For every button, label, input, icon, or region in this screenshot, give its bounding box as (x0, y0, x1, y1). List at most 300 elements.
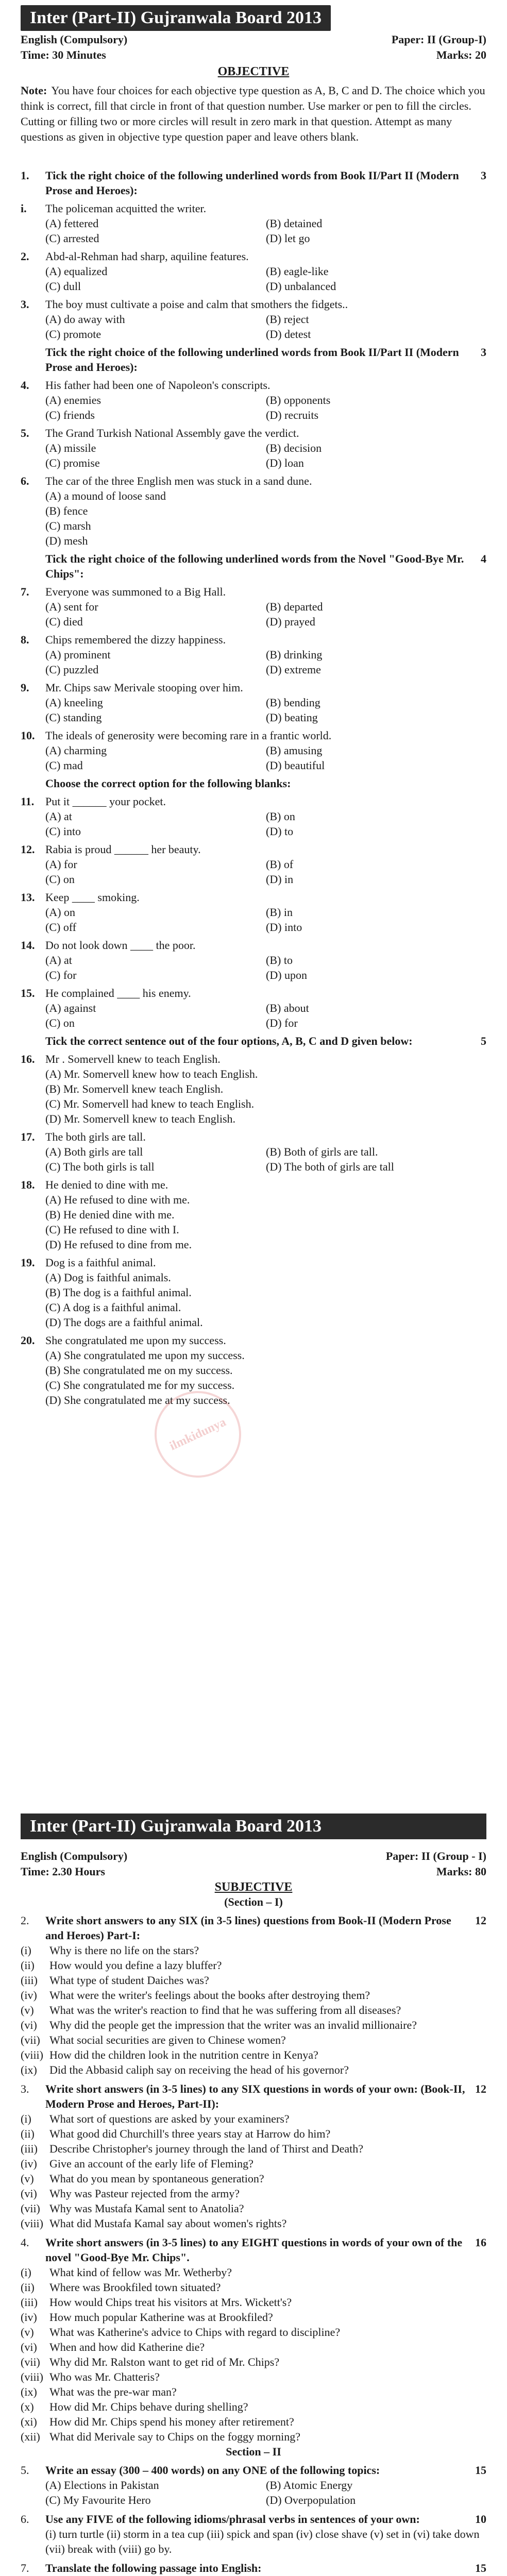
question-row (21, 1129, 486, 1144)
answer-option: (C) mad (45, 759, 83, 772)
question-text-body: The ideals of generosity were becoming rare in a frantic world. (45, 729, 332, 742)
question-row (21, 632, 486, 647)
question-text: Translate the following passage into English: (45, 2562, 262, 2574)
question-number (21, 551, 45, 581)
sub-question-number: (xii) (21, 2430, 40, 2443)
idioms-list: (i) turn turtle (ii) storm in a tea cup (iii) spick and span (iv) close shave (v) set in (vi) take down (vii) break with (viii) go by. (45, 2528, 480, 2555)
question-number: 19. (21, 1256, 35, 1269)
answer-options (21, 743, 486, 773)
answer-option: (B) Both of girls are tall. (266, 1145, 378, 1158)
answer-option: (A) charming (45, 744, 107, 757)
question-text-body: Tick the right choice of the following underlined words from Book II/Part II (Modern Prose and Heroes): (45, 346, 459, 374)
answer-option: (D) let go (266, 232, 310, 245)
answer-option: (B) on (266, 810, 295, 823)
question-text-body: The both girls are tall. (45, 1130, 146, 1143)
question-number: 17. (21, 1130, 35, 1143)
answer-option: (A) enemies (45, 394, 102, 406)
sub-question (21, 2032, 486, 2047)
question-marks: 3 (481, 346, 486, 359)
question-text (45, 1129, 486, 1144)
sub-question (21, 2126, 486, 2141)
question-row (21, 938, 486, 953)
question-number (21, 776, 45, 791)
answer-option: (A) Mr. Somervell knew how to teach English. (45, 1067, 258, 1080)
time-label-2: Time: 2.30 Hours (21, 1865, 105, 1878)
sub-question (21, 2414, 486, 2429)
answer-option: (D) into (266, 921, 302, 934)
question-text-body: Keep ____ smoking. (45, 891, 140, 904)
note-label: Note: (21, 84, 47, 97)
objective-questions (21, 165, 486, 1408)
question-text: Write short answers (in 3-5 lines) to any EIGHT questions in words of your own of the novel "Good-Bye Mr. Chips". (45, 2236, 463, 2264)
subjective-questions (21, 1913, 486, 2576)
question-text (45, 728, 486, 743)
question-text-body: The boy must cultivate a poise and calm that smothers the fidgets.. (45, 298, 348, 311)
question-text (45, 890, 486, 905)
sub-question-text: What social securities are given to Chinese women? (49, 2033, 286, 2046)
sub-question-number: (iii) (21, 2142, 38, 2155)
sub-question (21, 2340, 486, 2354)
question-text (45, 551, 471, 581)
question-text-body: Everyone was summoned to a Big Hall. (45, 585, 226, 598)
answer-options (21, 695, 486, 725)
sub-question-number: (v) (21, 2172, 34, 2185)
sub-question-text: How would you define a lazy bluffer? (49, 1959, 222, 1972)
answer-option: (C) Mr. Somervell had knew to teach English. (45, 1097, 255, 1110)
essay-topic: (A) Elections in Pakistan (45, 2479, 159, 2492)
subjective-question (21, 2235, 486, 2265)
question-text: Write short answers (in 3-5 lines) to any SIX questions in words of your own: (Book-II, Modern Prose and Heroes, Part-II): (45, 2082, 465, 2110)
sub-question-number: (i) (21, 1944, 31, 1957)
sub-question-number: (iv) (21, 1989, 37, 2002)
section-2-label: Section – II (226, 2445, 281, 2458)
answer-option: (B) detained (266, 217, 323, 230)
subjective-question (21, 2512, 486, 2527)
question-text-body: The Grand Turkish National Assembly gave the verdict. (45, 427, 299, 439)
sub-question-number: (i) (21, 2112, 31, 2125)
question-row (21, 776, 486, 791)
answer-option: (B) to (266, 954, 293, 967)
sub-question-text: What kind of fellow was Mr. Wetherby? (49, 2266, 232, 2279)
answer-option: (A) Both girls are tall (45, 1145, 143, 1158)
sub-question-text: What good did Churchill's three years stay at Harrow do him? (49, 2127, 331, 2140)
answer-option: (D) prayed (266, 615, 315, 628)
answer-option: (A) against (45, 1002, 96, 1014)
question-number: 5. (21, 2464, 29, 2477)
question-row (21, 473, 486, 488)
answer-option: (B) in (266, 906, 293, 919)
answer-option: (C) promise (45, 456, 100, 469)
answer-option: (B) The dog is a faithful animal. (45, 1286, 192, 1299)
answer-option: (A) sent for (45, 600, 98, 613)
sub-question-text: What type of student Daiches was? (49, 1974, 209, 1987)
sub-question (21, 2429, 486, 2444)
answer-options (21, 216, 486, 246)
question-text-body: Dog is a faithful animal. (45, 1256, 156, 1269)
sub-question-text: Who was Mr. Chatteris? (49, 2370, 160, 2383)
sub-question-text: Why did the people get the impression that the writer was an invalid millionaire? (49, 2019, 417, 2031)
sub-question (21, 2295, 486, 2310)
question-text (45, 938, 486, 953)
question-number: 6. (21, 2513, 29, 2526)
question-text-body: Mr. Chips saw Merivale stooping over him. (45, 681, 243, 694)
question-row (21, 201, 486, 216)
question-text (45, 345, 471, 375)
question-number: 3. (21, 298, 29, 311)
question-text-body: Chips remembered the dizzy happiness. (45, 633, 226, 646)
question-text (45, 1033, 471, 1048)
question-text (45, 632, 486, 647)
answer-option: (A) missile (45, 442, 96, 454)
question-marks: 16 (475, 2236, 486, 2249)
question-text-body: Tick the right choice of the following underlined words from the Novel "Good-Bye Mr. Chips": (45, 552, 464, 580)
answer-option: (A) equalized (45, 265, 108, 278)
paper2-header-row-2 (21, 1865, 486, 1878)
question-text: Use any FIVE of the following idioms/phrasal verbs in sentences of your own: (45, 2513, 420, 2526)
sub-question-text: Where was Brookfiled town situated? (49, 2281, 221, 2294)
sub-question-number: (iii) (21, 2296, 38, 2309)
question-text (45, 842, 486, 857)
paper-banner-2: Inter (Part-II) Gujranwala Board 2013 (21, 1814, 486, 1839)
answer-options (21, 264, 486, 294)
question-number: 16. (21, 1053, 35, 1065)
answer-option: (B) He denied dine with me. (45, 1208, 175, 1221)
question-text (45, 776, 486, 791)
answer-options (21, 1348, 486, 1408)
question-number: 3. (21, 2082, 29, 2095)
answer-option: (C) on (45, 873, 75, 886)
question-row (21, 345, 486, 375)
sub-question-text: How did the children look in the nutrition centre in Kenya? (49, 2048, 318, 2061)
answer-option: (D) upon (266, 969, 308, 981)
sub-question-text: What did Mustafa Kamal say about women's rights? (49, 2217, 287, 2230)
sub-question (21, 2265, 486, 2280)
question-text: Write an essay (300 – 400 words) on any ONE of the following topics: (45, 2464, 380, 2477)
sub-question (21, 2201, 486, 2216)
question-row (21, 1052, 486, 1066)
essay-topics (21, 2478, 486, 2493)
question-number: 1. (21, 169, 29, 182)
answer-option: (B) opponents (266, 394, 331, 406)
sub-question-number: (x) (21, 2400, 34, 2413)
question-row (21, 584, 486, 599)
answer-option: (C) A dog is a faithful animal. (45, 1301, 181, 1314)
paper-label: Paper: II (Group-I) (391, 33, 486, 46)
sub-question-text: How did Mr. Chips behave during shelling? (49, 2400, 248, 2413)
sub-question-number: (vi) (21, 2019, 37, 2031)
sub-question (21, 1988, 486, 2003)
sub-question (21, 2369, 486, 2384)
answer-option: (B) about (266, 1002, 309, 1014)
question-marks: 12 (475, 1914, 486, 1927)
question-row (21, 1033, 486, 1048)
sub-question (21, 2186, 486, 2201)
question-number: 9. (21, 681, 29, 694)
question-text: Write short answers to any SIX (in 3-5 lines) questions from Book-II (Modern Prose and Heroes) Part-I: (45, 1914, 451, 1942)
question-text-body: Tick the right choice of the following underlined words from Book II/Part II (Modern Prose and Heroes): (45, 169, 459, 197)
question-number: 8. (21, 633, 29, 646)
question-row (21, 1177, 486, 1192)
answer-option: (D) She congratulated me at my success. (45, 1394, 230, 1406)
answer-options (21, 1066, 486, 1126)
sub-question-text: What did Merivale say to Chips on the foggy morning? (49, 2430, 300, 2443)
section-title: OBJECTIVE (217, 65, 290, 78)
instructions-note (21, 83, 486, 145)
paper-banner: Inter (Part-II) Gujranwala Board 2013 (21, 5, 331, 31)
answer-option: (D) mesh (45, 534, 88, 547)
sub-question-text: What was the writer's reaction to find that he was suffering from all diseases? (49, 2004, 401, 2016)
sub-question-text: How much popular Katherine was at Brookfiled? (49, 2311, 273, 2324)
question-marks: 4 (481, 552, 486, 565)
sub-question-number: (v) (21, 2326, 34, 2338)
sub-question-number: (vii) (21, 2202, 40, 2215)
subject-label: English (Compulsory) (21, 33, 128, 46)
question-number: 20. (21, 1334, 35, 1347)
note-text: You have four choices for each objective type question as A, B, C and D. The choice which you think is correct, fill that circle in front of that question number. Use marker or pen to fill the circles. Cutting or filling two or more circles will result in zero mark in that question. Attempt as many questions as given in objective type question paper and leave others blank. (21, 84, 485, 143)
sub-question-number: (ii) (21, 2127, 35, 2140)
answer-option: (D) The dogs are a faithful animal. (45, 1316, 203, 1329)
question-text-body: She congratulated me upon my success. (45, 1334, 226, 1347)
sub-question (21, 2062, 486, 2077)
watermark-stamp: ilmkidunya (140, 1377, 255, 1492)
question-text (45, 426, 486, 440)
question-number: 11. (21, 795, 35, 808)
question-number: 4. (21, 2236, 29, 2249)
question-text-body: Choose the correct option for the following blanks: (45, 777, 291, 790)
answer-option: (D) He refused to dine from me. (45, 1238, 192, 1251)
sub-question (21, 2018, 486, 2032)
answer-option: (D) recruits (266, 409, 319, 421)
answer-option: (A) Dog is faithful animals. (45, 1271, 171, 1284)
question-number: 10. (21, 729, 35, 742)
sub-question-text: Give an account of the early life of Fleming? (49, 2157, 254, 2170)
essay-topic: (D) Overpopulation (266, 2494, 356, 2506)
question-text-body: The policeman acquitted the writer. (45, 202, 207, 215)
answer-option: (D) in (266, 873, 294, 886)
question-text (45, 584, 486, 599)
question-text-body: Rabia is proud ______ her beauty. (45, 843, 201, 856)
answer-option: (B) bending (266, 696, 320, 709)
answer-option: (D) The both of girls are tall (266, 1160, 394, 1173)
question-row (21, 168, 486, 198)
subjective-section (21, 1848, 486, 2576)
sub-question-text: Describe Christopher's journey through the land of Thirst and Death? (49, 2142, 364, 2155)
sub-question (21, 2003, 486, 2018)
sub-question-number: (ix) (21, 2385, 37, 2398)
sub-question (21, 2216, 486, 2231)
question-number: 12. (21, 843, 35, 856)
answer-option: (C) on (45, 1016, 75, 1029)
answer-options (21, 647, 486, 677)
paper2-header-row-1 (21, 1850, 486, 1863)
sub-question-number: (iii) (21, 1974, 38, 1987)
answer-option: (C) into (45, 825, 81, 838)
sub-question-number: (viii) (21, 2217, 43, 2230)
sub-question (21, 2310, 486, 2325)
answer-option: (C) standing (45, 711, 102, 724)
answer-option: (D) unbalanced (266, 280, 336, 293)
answer-option: (C) friends (45, 409, 95, 421)
question-text-body: His father had been one of Napoleon's conscripts. (45, 379, 271, 392)
answer-options (21, 809, 486, 839)
question-text-body: Mr . Somervell knew to teach English. (45, 1053, 221, 1065)
essay-topic: (C) My Favourite Hero (45, 2494, 151, 2506)
question-number (21, 345, 45, 375)
subjective-question (21, 2561, 486, 2575)
sub-question (21, 1958, 486, 1973)
sub-question (21, 2141, 486, 2156)
question-row (21, 1255, 486, 1270)
question-text (45, 986, 486, 1001)
question-text (45, 249, 486, 264)
answer-options (21, 1192, 486, 1252)
question-text (45, 201, 486, 216)
answer-option: (A) at (45, 954, 72, 967)
answer-option: (B) drinking (266, 648, 323, 661)
question-text (45, 794, 486, 809)
answer-options (21, 1144, 486, 1174)
sub-question-number: (vi) (21, 2187, 37, 2200)
sub-question-text: What was Katherine's advice to Chips with regard to discipline? (49, 2326, 341, 2338)
sub-question-number: (viii) (21, 2048, 43, 2061)
answer-option: (B) eagle-like (266, 265, 329, 278)
answer-option: (C) promote (45, 328, 102, 341)
question-marks: 15 (475, 2562, 486, 2574)
question-text (45, 297, 486, 312)
question-number: 5. (21, 427, 29, 439)
subjective-question (21, 1913, 486, 1943)
question-number: 6. (21, 474, 29, 487)
sub-question-text: How would Chips treat his visitors at Mrs. Wickett's? (49, 2296, 292, 2309)
sub-question (21, 2280, 486, 2295)
answer-options (21, 440, 486, 470)
answer-option: (B) She congratulated me on my success. (45, 1364, 233, 1377)
sub-question-text: Did the Abbasid caliph say on receiving the head of his governor? (49, 2063, 349, 2076)
answer-option: (C) dull (45, 280, 81, 293)
answer-option: (A) prominent (45, 648, 111, 661)
answer-options (21, 905, 486, 935)
paper-header-row-1 (21, 33, 486, 46)
paper-label-2: Paper: II (Group - I) (385, 1850, 486, 1862)
question-row (21, 551, 486, 581)
essay-topics (21, 2493, 486, 2507)
sub-question-number: (vi) (21, 2341, 37, 2353)
sub-question (21, 2384, 486, 2399)
sub-question (21, 2399, 486, 2414)
answer-option: (D) beating (266, 711, 318, 724)
question-text-body: He denied to dine with me. (45, 1178, 168, 1191)
question-text-body: The car of the three English men was stuck in a sand dune. (45, 474, 312, 487)
marks-label: Marks: 20 (436, 48, 486, 61)
answer-option: (A) at (45, 810, 72, 823)
question-text-body: Do not look down ____ the poor. (45, 939, 196, 952)
answer-option: (C) marsh (45, 519, 91, 532)
answer-options (21, 1270, 486, 1330)
question-row (21, 890, 486, 905)
answer-option: (A) He refused to dine with me. (45, 1193, 190, 1206)
question-marks: 10 (475, 2513, 486, 2526)
answer-option: (A) for (45, 858, 77, 871)
answer-option: (B) fence (45, 504, 88, 517)
question-number: 14. (21, 939, 35, 952)
question-text-body: Tick the correct sentence out of the four options, A, B, C and D given below: (45, 1035, 413, 1047)
question-number: 7. (21, 585, 29, 598)
sub-question (21, 2325, 486, 2340)
question-number (21, 1033, 45, 1048)
question-number: 13. (21, 891, 35, 904)
answer-option: (C) He refused to dine with I. (45, 1223, 179, 1236)
answer-option: (C) arrested (45, 232, 99, 245)
question-row (21, 728, 486, 743)
question-text (45, 473, 486, 488)
answer-option: (A) on (45, 906, 76, 919)
question-row (21, 378, 486, 393)
sub-question-number: (vii) (21, 2355, 40, 2368)
question-text-body: He complained ____ his enemy. (45, 987, 191, 999)
question-number: 18. (21, 1178, 35, 1191)
sub-question (21, 1973, 486, 1988)
sub-question (21, 1943, 486, 1958)
question-row (21, 986, 486, 1001)
sub-question-text: What was the pre-war man? (49, 2385, 177, 2398)
sub-question (21, 2156, 486, 2171)
sub-question-text: What do you mean by spontaneous generation? (49, 2172, 264, 2185)
sub-question-number: (i) (21, 2266, 31, 2279)
question-number: 15. (21, 987, 35, 999)
answer-option: (B) departed (266, 600, 323, 613)
sub-question-number: (iv) (21, 2311, 37, 2324)
question-text-body: Abd-al-Rehman had sharp, aquiline features. (45, 250, 249, 263)
subject-label-2: English (Compulsory) (21, 1850, 128, 1862)
question-marks: 3 (481, 169, 486, 182)
answer-option: (D) for (266, 1016, 298, 1029)
question-row (21, 297, 486, 312)
sub-question-text: What sort of questions are asked by your examiners? (49, 2112, 290, 2125)
answer-option: (C) for (45, 969, 77, 981)
sub-question-number: (ii) (21, 2281, 35, 2294)
question-marks: 12 (475, 2082, 486, 2095)
answer-option: (C) She congratulated me for my success. (45, 1379, 235, 1392)
answer-options (21, 393, 486, 422)
answer-options (21, 312, 486, 342)
question-marks: 15 (475, 2464, 486, 2477)
question-number: i. (21, 202, 27, 215)
subjective-question (21, 2463, 486, 2478)
answer-option: (A) kneeling (45, 696, 103, 709)
question-text (45, 168, 471, 198)
question-text (45, 1177, 486, 1192)
answer-options (21, 488, 486, 548)
sub-question-text: Why is there no life on the stars? (49, 1944, 199, 1957)
time-label: Time: 30 Minutes (21, 48, 106, 61)
sub-question (21, 2047, 486, 2062)
answer-options (21, 857, 486, 887)
answer-option: (D) Mr. Somervell knew to teach English. (45, 1112, 236, 1125)
answer-option: (B) reject (266, 313, 309, 326)
question-text-body: Put it ______ your pocket. (45, 795, 166, 808)
answer-option: (A) fettered (45, 217, 99, 230)
answer-option: (D) loan (266, 456, 304, 469)
sub-question-number: (ii) (21, 1959, 35, 1972)
question-row (21, 842, 486, 857)
question-number: 4. (21, 379, 29, 392)
answer-option: (B) of (266, 858, 294, 871)
question-text (45, 1052, 486, 1066)
sub-question-number: (v) (21, 2004, 34, 2016)
sub-question-text: How did Mr. Chips spend his money after retirement? (49, 2415, 294, 2428)
answer-option: (B) Mr. Somervell knew teach English. (45, 1082, 224, 1095)
sub-question-text: When and how did Katherine die? (49, 2341, 205, 2353)
